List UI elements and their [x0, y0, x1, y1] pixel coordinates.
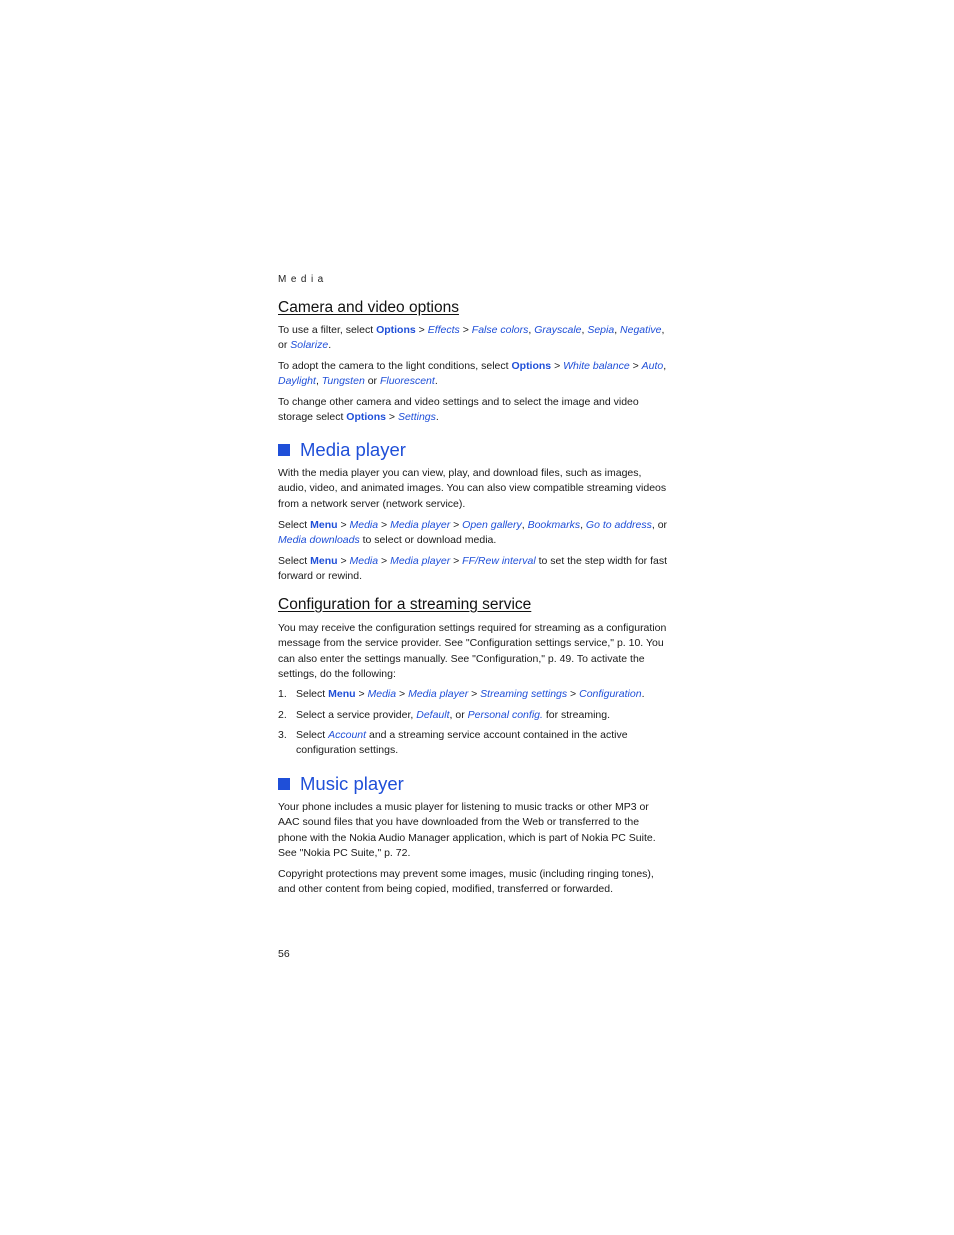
option-term: Bookmarks	[527, 519, 581, 531]
text-run: Select	[296, 688, 329, 700]
option-term: Effects	[427, 324, 460, 336]
text-run: ,	[614, 324, 621, 336]
text-run: ,	[663, 360, 667, 372]
option-term: Solarize	[290, 339, 329, 352]
step-number: 3.	[278, 729, 287, 741]
text-run: With the media player you can view, play, and download files, such as images, audio, video, and animated images. You can also view compatible streaming videos from a network server (network service).	[278, 467, 667, 510]
option-term: Grayscale	[534, 324, 582, 336]
step-number: 2.	[278, 709, 287, 721]
paragraph-camera-white-balance	[278, 359, 670, 390]
text-run: Select	[296, 729, 329, 741]
text-run: ,	[521, 519, 528, 531]
option-term: Media	[367, 688, 397, 700]
text-run: ,	[528, 324, 535, 336]
text-run: ,	[581, 324, 588, 336]
menu-term: Options	[511, 360, 552, 372]
option-term: Media	[349, 555, 379, 567]
option-term: White balance	[563, 360, 630, 372]
text-run: Select	[278, 519, 311, 531]
text-run: .	[434, 375, 438, 388]
paragraph-music-player-copyright	[278, 867, 670, 898]
option-term: Account	[328, 729, 367, 741]
page-number: 56	[278, 948, 290, 960]
menu-term: Options	[346, 411, 386, 424]
text-run: Select a service provider,	[296, 709, 417, 721]
step-text	[296, 728, 668, 759]
option-term: Go to address	[585, 519, 652, 531]
text-run: Your phone includes a music player for listening to music tracks or other MP3 or AAC sound files that you have downloaded from the Web or transferred to the phone with the Nokia Audio Manager application, which is part of Nokia PC Suite. See "Nokia PC Suite," p. 72.	[278, 801, 656, 859]
option-term: Auto	[641, 360, 664, 372]
paragraph-media-player-interval	[278, 554, 670, 585]
text-run: , or	[449, 709, 468, 721]
text-run: , or	[278, 324, 665, 352]
text-run: >	[378, 519, 391, 531]
option-term: Media downloads	[278, 534, 360, 547]
text-run: >	[629, 360, 642, 372]
text-run: >	[396, 688, 409, 700]
paragraph-streaming-intro	[278, 621, 670, 682]
text-run: >	[450, 519, 463, 531]
text-run: ,	[580, 519, 586, 531]
text-run: >	[450, 555, 463, 567]
text-run: , or	[651, 519, 668, 531]
option-term: Negative	[620, 324, 662, 336]
option-term: Media	[349, 519, 379, 531]
option-term: Media player	[390, 555, 451, 567]
option-term: Daylight	[278, 375, 316, 388]
text-run: .	[641, 688, 645, 700]
section-marker-square	[278, 778, 290, 790]
paragraph-media-player-intro	[278, 466, 670, 512]
menu-term: Menu	[310, 555, 338, 567]
running-header: Media	[278, 274, 328, 285]
text-run: .	[328, 339, 332, 352]
text-run: to set the step width for fast forward or rewind.	[278, 555, 668, 583]
step-number: 1.	[278, 688, 287, 700]
heading-camera-options: Camera and video options	[278, 299, 459, 316]
text-run: >	[378, 555, 391, 567]
text-run: or	[364, 375, 380, 388]
step-text	[296, 708, 668, 723]
heading-music-player	[278, 773, 404, 795]
option-term: FF/Rew interval	[462, 555, 536, 567]
heading-streaming-config: Configuration for a streaming service	[278, 596, 532, 613]
text-run: to select or download media.	[359, 534, 497, 547]
text-run: >	[415, 324, 428, 336]
paragraph-camera-filter	[278, 323, 670, 354]
step-text	[296, 687, 668, 702]
text-run: To use a filter, select	[278, 324, 377, 336]
text-run: To change other camera and video settings and to select the image and video storage select	[278, 396, 639, 424]
text-run: .	[435, 411, 439, 424]
paragraph-music-player-intro	[278, 800, 670, 861]
text-run: Select	[278, 555, 311, 567]
heading-media-player	[278, 439, 406, 461]
option-term: Media player	[390, 519, 451, 531]
text-run: >	[567, 688, 580, 700]
text-run: for streaming.	[542, 709, 611, 721]
heading-media-player-text: Media player	[300, 439, 406, 460]
heading-music-player-text: Music player	[300, 773, 404, 794]
menu-term: Menu	[328, 688, 356, 700]
text-run: To adopt the camera to the light conditions, select	[278, 360, 512, 372]
paragraph-camera-settings	[278, 395, 670, 426]
option-term: Default	[416, 709, 450, 721]
option-term: Streaming settings	[480, 688, 568, 700]
text-run: >	[337, 555, 350, 567]
option-term: Media player	[408, 688, 469, 700]
text-run: >	[385, 411, 398, 424]
option-term: Settings	[397, 411, 436, 424]
option-term: Personal config.	[467, 709, 543, 721]
text-run: >	[551, 360, 564, 372]
option-term: False colors	[471, 324, 529, 336]
text-run: >	[337, 519, 350, 531]
text-run: >	[355, 688, 368, 700]
menu-term: Menu	[310, 519, 338, 531]
menu-term: Options	[376, 324, 416, 336]
option-term: Configuration	[579, 688, 642, 700]
text-run: ,	[315, 375, 322, 388]
text-run: and a streaming service account contained in the active configuration settings.	[296, 729, 628, 757]
option-term: Open gallery	[462, 519, 522, 531]
text-run: >	[459, 324, 472, 336]
text-run: >	[468, 688, 481, 700]
option-term: Sepia	[587, 324, 615, 336]
option-term: Fluorescent	[379, 375, 435, 388]
text-run: Copyright protections may prevent some images, music (including ringing tones), and other content from being copied, modified, transferred or forwarded.	[278, 868, 654, 896]
section-marker-square	[278, 444, 290, 456]
option-term: Tungsten	[321, 375, 365, 388]
paragraph-media-player-gallery	[278, 518, 670, 549]
text-run: You may receive the configuration settings required for streaming as a configuration message from the service provider. See "Configuration settings service," p. 10. You can also enter the settings manually. See "Configuration," p. 49. To activate the settings, do the following:	[278, 622, 667, 680]
